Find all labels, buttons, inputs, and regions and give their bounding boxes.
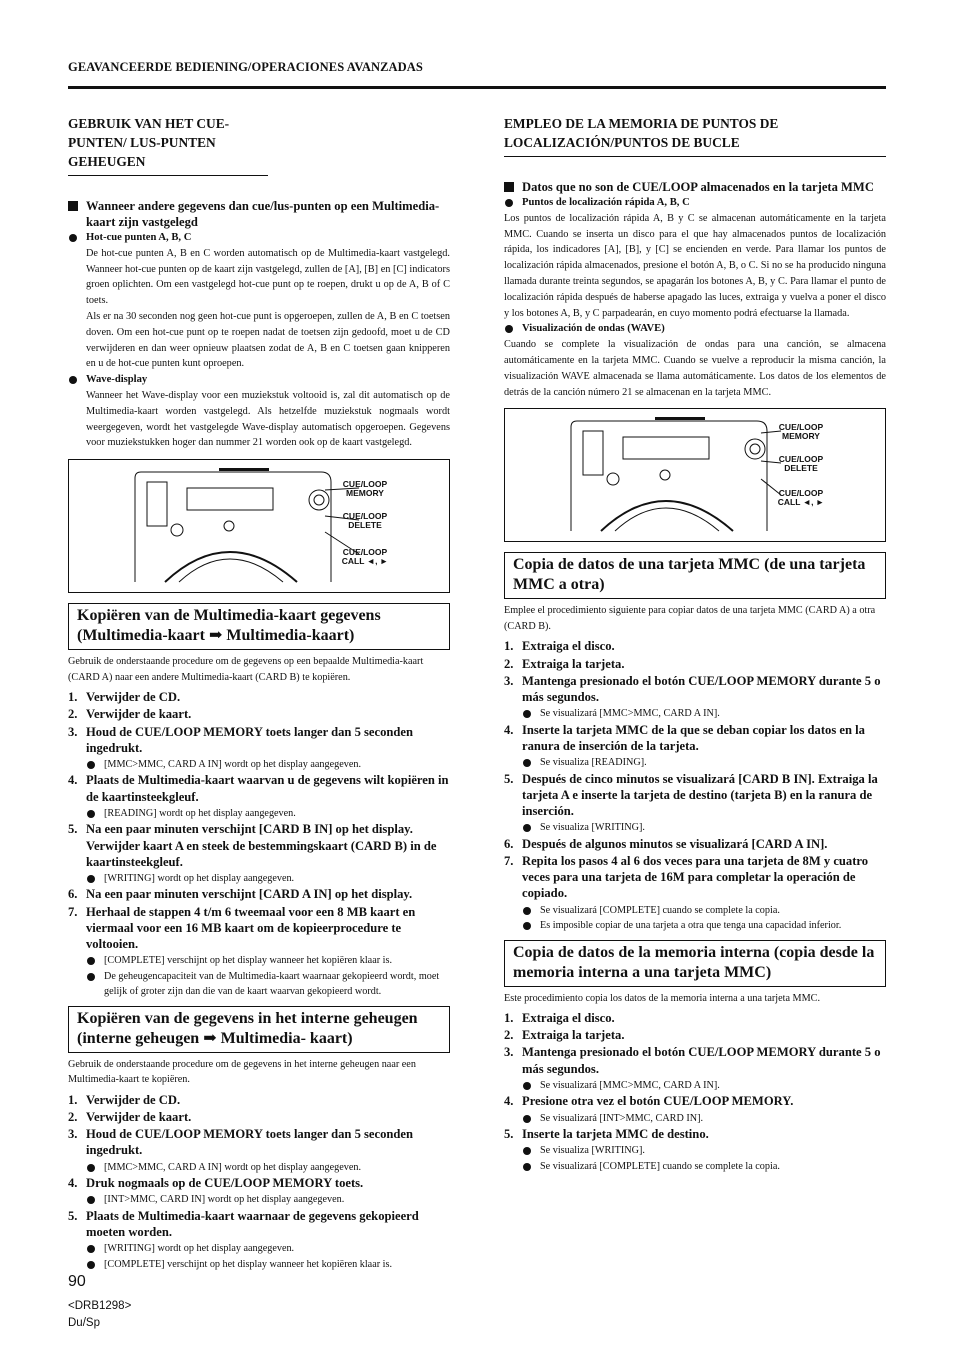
bullet-icon xyxy=(505,325,513,333)
steps-list xyxy=(68,1092,450,1272)
right-column xyxy=(504,114,886,1174)
step-text: Plaats de Multimedia-kaart waarnaar de gegevens gekopieerd moeten worden. xyxy=(86,1208,419,1240)
label-cue-loop-memory: CUE/LOOP MEMORY xyxy=(778,422,824,442)
step-text: Extraiga el disco. xyxy=(522,639,615,654)
label-cue-loop-call: CUE/LOOP CALL ◄, ► xyxy=(341,547,389,567)
step-item xyxy=(504,722,886,754)
bullet-title: Puntos de localización rápida A, B, C xyxy=(522,197,690,208)
bullet-icon xyxy=(523,1147,531,1155)
intro-paragraph: Gebruik de onderstaande procedure om de gegevens op een bepaalde Multimedia-kaart (CARD A) naar een andere Multimedia-kaart (CARD B) te kopiëren. xyxy=(68,656,424,683)
step-number: 7. xyxy=(504,853,514,868)
step-note-text: Se visualiza [WRITING]. xyxy=(540,822,645,834)
step-note-text: [COMPLETE] verschijnt op het display wanneer het kopiëren klaar is. xyxy=(104,955,393,967)
bullet-icon xyxy=(523,1163,531,1171)
square-heading: Wanneer andere gegevens dan cue/lus-punten op een Multimedia-kaart zijn vastgelegd xyxy=(68,198,450,230)
step-note xyxy=(504,820,886,836)
step-text: Repita los pasos 4 al 6 dos veces para una tarjeta de 8M y cuatro veces para una tarjeta de 16M para completar la operación de copiado. xyxy=(522,853,869,901)
step-note-text: [MMC>MMC, CARD A IN] wordt op het display aangegeven. xyxy=(104,758,362,770)
bullet-title: Hot-cue punten A, B, C xyxy=(86,232,192,243)
doc-code-text: <DRB1298> xyxy=(68,1300,132,1312)
bullet-icon xyxy=(523,759,531,767)
language-code: Du/Sp xyxy=(68,1317,100,1329)
step-item xyxy=(68,1208,450,1240)
bullet-icon xyxy=(69,376,77,384)
bullet-icon xyxy=(87,810,95,818)
step-text: Verwijder de CD. xyxy=(86,690,181,705)
step-text: Houd de CUE/LOOP MEMORY toets langer dan 5 seconden ingedrukt. xyxy=(86,724,414,755)
bullet-icon xyxy=(87,875,95,883)
step-item xyxy=(504,1027,886,1043)
square-heading: Datos que no son de CUE/LOOP almacenados en la tarjeta MMC xyxy=(504,179,886,195)
step-text: Mantenga presionado el botón CUE/LOOP MEMORY durante 5 o más segundos. xyxy=(522,1045,881,1076)
step-note-text: [READING] wordt op het display aangegeven. xyxy=(104,807,296,819)
bullet-icon xyxy=(523,824,531,832)
bullet-wave xyxy=(504,321,886,337)
step-note-text: [COMPLETE] verschijnt op het display wanneer het kopiëren klaar is. xyxy=(104,1258,393,1270)
step-item xyxy=(68,821,450,870)
step-note xyxy=(504,1078,886,1094)
page-header: GEAVANCEERDE BEDIENING/OPERACIONES AVANZADAS xyxy=(68,60,423,74)
steps-list xyxy=(504,1010,886,1174)
step-number: 2. xyxy=(68,707,78,722)
label-cue-loop-call: CUE/LOOP CALL ◄, ► xyxy=(777,488,825,508)
step-note-text: Se visualiza [READING]. xyxy=(540,757,647,769)
steps-list xyxy=(504,638,886,933)
step-note xyxy=(68,1257,450,1273)
bullet-hotcue xyxy=(68,230,450,372)
step-text: Extraiga la tarjeta. xyxy=(522,1028,625,1043)
step-note-text: Es imposible copiar de una tarjeta a otra que tenga una capacidad inferior. xyxy=(540,920,842,931)
step-note xyxy=(68,1160,450,1176)
step-item xyxy=(68,904,450,953)
label-cue-loop-delete: CUE/LOOP DELETE xyxy=(342,511,388,531)
device-figure xyxy=(68,459,450,593)
paragraph: De hot-cue punten A, B en C worden automatisch op de Multimedia-kaart vastgelegd. Wanneer hot-cue punten op de kaart zijn vastgelegd, zullen de [A], [B] en [C] indicators groen oplichten. Om een vastgelegd hot-cue punt op te roepen, drukt u op de A, B of C toets. xyxy=(86,247,450,307)
step-number: 2. xyxy=(68,1110,78,1124)
step-item xyxy=(68,886,450,902)
step-note xyxy=(68,871,450,887)
paragraph: Wanneer het Wave-display voor een muziekstuk voltooid is, zal dit automatisch op de Multimedia-kaart worden vastgelegd. Als hetzelfde muziekstuk nogmaals wordt weergegeven, wordt het vastgelegde Wave-display automatisch opgeroepen. Gegevens voor muziekstukken hoger dan nummer 21 worden ook op de kaart vastgelegd. xyxy=(86,389,450,449)
step-item xyxy=(68,706,450,722)
steps-list xyxy=(68,689,450,1000)
step-number: 5. xyxy=(504,771,514,786)
step-note-text: Se visualizará [MMC>MMC, CARD A IN]. xyxy=(540,708,720,720)
label-cue-loop-delete: CUE/LOOP DELETE xyxy=(778,454,824,474)
step-note-text: [WRITING] wordt op het display aangegeven. xyxy=(104,872,295,884)
section-box-heading: Copia de datos de la memoria interna (copia desde la memoria interna a una tarjeta MMC) xyxy=(504,940,886,987)
step-note xyxy=(504,1159,886,1175)
step-text: Na een paar minuten verschijnt [CARD A IN] op het display. xyxy=(86,887,413,902)
step-item xyxy=(504,673,886,705)
step-note-text: Se visualizará [COMPLETE] cuando se complete la copia. xyxy=(540,904,780,916)
step-text: Houd de CUE/LOOP MEMORY toets langer dan 5 seconden ingedrukt. xyxy=(86,1127,414,1158)
section-box-heading: Copia de datos de una tarjeta MMC (de una tarjeta MMC a otra) xyxy=(504,552,886,599)
bullet-icon xyxy=(523,710,531,718)
step-number: 5. xyxy=(68,1208,78,1223)
section-box-heading: Kopiëren van de gegevens in het interne geheugen (interne geheugen ➡ Multimedia- kaart) xyxy=(68,1006,450,1053)
bullet-icon xyxy=(87,973,95,981)
step-note xyxy=(68,757,450,773)
step-note-text: Se visualizará [MMC>MMC, CARD A IN]. xyxy=(540,1079,720,1091)
step-item xyxy=(504,853,886,902)
step-number: 3. xyxy=(504,673,514,688)
bullet-wave xyxy=(68,372,450,451)
bullet-icon xyxy=(69,234,77,242)
step-number: 1. xyxy=(68,1092,78,1107)
step-number: 6. xyxy=(68,887,78,902)
step-text: Druk nogmaals op de CUE/LOOP MEMORY toets. xyxy=(86,1176,364,1191)
step-note xyxy=(504,903,886,919)
step-note xyxy=(504,1111,886,1127)
bullet-title: Visualización de ondas (WAVE) xyxy=(522,323,665,335)
bullet-icon xyxy=(523,1082,531,1090)
step-note-text: [WRITING] wordt op het display aangegeven. xyxy=(104,1243,295,1255)
step-number: 5. xyxy=(504,1127,514,1142)
step-note xyxy=(68,953,450,969)
step-item xyxy=(504,1044,886,1076)
page-number: 90 xyxy=(68,1273,86,1290)
step-note-text: Se visualizará [COMPLETE] cuando se complete la copia. xyxy=(540,1160,780,1172)
step-item xyxy=(68,724,450,756)
bullet-icon xyxy=(87,1245,95,1253)
step-text: Inserte la tarjeta MMC de la que se deban copiar los datos en la ranura de inserción de la tarjeta. xyxy=(522,722,865,753)
step-note xyxy=(68,969,450,1000)
step-item xyxy=(504,1093,886,1109)
step-text: Después de algunos minutos se visualizará [CARD A IN]. xyxy=(522,836,828,851)
step-note-text: De geheugencapaciteit van de Multimedia-kaart waarnaar gekopieerd wordt, moet gelijk of groter zijn dan die van de kaart waarvan gekopieerd wordt. xyxy=(104,970,440,998)
step-item xyxy=(68,689,450,705)
step-note xyxy=(68,806,450,822)
step-number: 3. xyxy=(68,724,78,739)
intro-paragraph: Emplee el procedimiento siguiente para copiar datos de una tarjeta MMC (CARD A) a otra (CARD B). xyxy=(504,605,876,632)
step-text: Después de cinco minutos se visualizará [CARD B IN]. Extraiga la tarjeta A e inserte la tarjeta de destino (tarjeta B) en la ranura de inserción. xyxy=(522,771,878,818)
step-item xyxy=(68,772,450,804)
step-item xyxy=(504,1126,886,1142)
step-number: 4. xyxy=(68,1176,78,1191)
step-note-text: Se visualizará [INT>MMC, CARD IN]. xyxy=(540,1112,704,1124)
step-text: Plaats de Multimedia-kaart waarvan u de gegevens wilt kopiëren in de kaartinsteekgleuf. xyxy=(86,773,449,804)
step-text: Mantenga presionado el botón CUE/LOOP MEMORY durante 5 o más segundos. xyxy=(522,673,881,704)
bullet-hotcue xyxy=(504,195,886,211)
paragraph: Los puntos de localización rápida A, B y C se almacenan automáticamente en la tarjeta MMC. Cuando se inserta un disco para el que hay almacenados puntos de localización rápida, los indicadores [A], [B], y [C] se encienden en verde. Para llamar los puntos de localización rápida almacenados, presione el botón A, B, o C. Si no se ha producido ninguna llamada durante treinta segundos, se apagarán los botones A, B, y C. Para llamar el punto de localización rápida después de haberse apagado las luces, extraiga y vuelva a poner el disco y los botones A, B, y C parpadearán, en cuyo momento podrá efectuarse la llamada. xyxy=(504,212,886,319)
cd-player-illustration xyxy=(69,460,449,592)
step-number: 7. xyxy=(68,904,78,919)
bullet-icon xyxy=(87,957,95,965)
bullet-icon xyxy=(523,1115,531,1123)
step-number: 2. xyxy=(504,1028,514,1043)
intro-paragraph: Gebruik de onderstaande procedure om de gegevens in het interne geheugen naar een Multimedia-kaart te kopiëren. xyxy=(68,1058,416,1086)
bullet-icon xyxy=(87,761,95,769)
step-item xyxy=(68,1092,450,1108)
section-box-heading: Kopiëren van de Multimedia-kaart gegevens (Multimedia-kaart ➡ Multimedia-kaart) xyxy=(68,603,450,650)
step-note xyxy=(504,706,886,722)
step-note xyxy=(504,1143,886,1159)
doc-code xyxy=(68,1298,131,1332)
step-number: 4. xyxy=(68,773,78,788)
section-title: GEBRUIK VAN HET CUE-PUNTEN/ LUS-PUNTEN GEHEUGEN xyxy=(68,114,268,176)
step-note xyxy=(504,755,886,771)
step-text: Verwijder de kaart. xyxy=(86,707,192,722)
step-item xyxy=(504,1010,886,1026)
step-text: Inserte la tarjeta MMC de destino. xyxy=(522,1127,709,1142)
step-text: Herhaal de stappen 4 t/m 6 tweemaal voor een 8 MB kaart en viermaal voor een 16 MB kaart om de kopieerprocedure te voltooien. xyxy=(86,904,416,952)
step-item xyxy=(504,836,886,852)
section-title: EMPLEO DE LA MEMORIA DE PUNTOS DE LOCALIZACIÓN/PUNTOS DE BUCLE xyxy=(504,114,886,157)
intro-paragraph: Este procedimiento copia los datos de la memoria interna a una tarjeta MMC. xyxy=(504,992,820,1004)
left-column xyxy=(68,114,450,1272)
device-figure xyxy=(504,408,886,542)
step-text: Verwijder de kaart. xyxy=(86,1110,192,1124)
step-text: Presione otra vez el botón CUE/LOOP MEMORY. xyxy=(522,1094,794,1109)
paragraph: Cuando se complete la visualización de ondas para una canción, se almacena automáticamente en la tarjeta MMC. Cuando se vuelve a reproducir la misma canción, la visualización WAVE almacenada se llama automáticamente. Los datos de los elementos de detrás de la canción número 21 se almacenan en la tarjeta MMC. xyxy=(504,339,886,398)
step-note-text: Se visualiza [WRITING]. xyxy=(540,1145,645,1157)
step-number: 1. xyxy=(504,1011,514,1025)
step-number: 1. xyxy=(504,639,514,654)
step-text: Extraiga la tarjeta. xyxy=(522,656,625,671)
step-item xyxy=(504,638,886,654)
step-number: 4. xyxy=(504,722,514,737)
step-text: Verwijder de CD. xyxy=(86,1092,181,1107)
bullet-icon xyxy=(87,1164,95,1172)
step-text: Na een paar minuten verschijnt [CARD B IN] op het display. Verwijder kaart A en steek de bestemmingskaart (CARD B) in de kaartinsteekgleuf. xyxy=(86,822,437,869)
bullet-icon xyxy=(87,1261,95,1269)
bullet-icon xyxy=(523,922,531,930)
step-note-text: [MMC>MMC, CARD A IN] wordt op het display aangegeven. xyxy=(104,1161,362,1173)
step-number: 2. xyxy=(504,656,514,671)
bullet-icon xyxy=(87,1196,95,1204)
step-number: 3. xyxy=(68,1127,78,1142)
bullet-icon xyxy=(523,907,531,915)
step-number: 3. xyxy=(504,1045,514,1060)
step-item xyxy=(68,1109,450,1125)
step-item xyxy=(504,656,886,672)
header-rule xyxy=(68,86,886,89)
step-number: 5. xyxy=(68,822,78,837)
bullet-title: Wave-display xyxy=(86,374,148,386)
step-number: 1. xyxy=(68,690,78,705)
step-note-text: [INT>MMC, CARD IN] wordt op het display aangegeven. xyxy=(104,1194,345,1206)
step-note xyxy=(68,1192,450,1208)
step-item xyxy=(68,1126,450,1158)
label-cue-loop-memory: CUE/LOOP MEMORY xyxy=(342,479,388,499)
step-text: Extraiga el disco. xyxy=(522,1011,615,1025)
step-note xyxy=(504,918,886,934)
step-number: 6. xyxy=(504,836,514,851)
step-item xyxy=(68,1175,450,1191)
step-note xyxy=(68,1241,450,1257)
paragraph: Als er na 30 seconden nog geen hot-cue punt is opgeroepen, zullen de A, B en C toetsen doven. Om een hot-cue punt op te roepen nadat de toetsen zijn gedoofd, moet u de CD verwijderen en dan weer opnieuw plaatsen zodat de A, B en C toetsen gaan knipperen en u de hot-cue punten kunt oproepen. xyxy=(86,310,450,370)
bullet-icon xyxy=(505,199,513,207)
step-item xyxy=(504,771,886,820)
step-number: 4. xyxy=(504,1094,514,1109)
